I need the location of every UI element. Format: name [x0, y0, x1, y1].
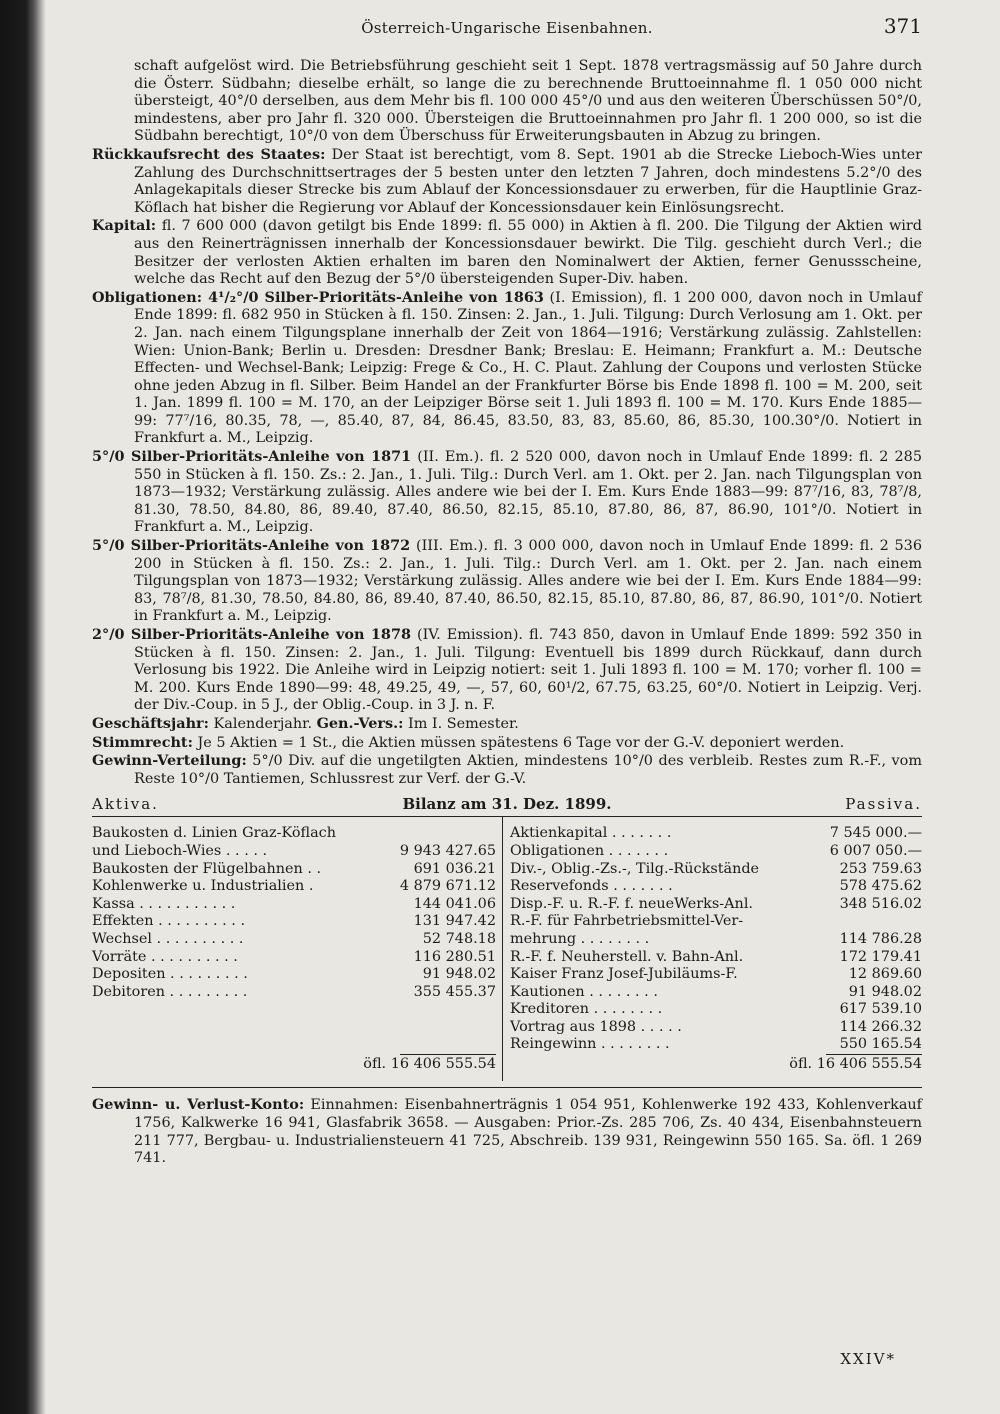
passiva-value: 172 179.41	[839, 948, 922, 965]
aktiva-label: Kassa . . . . . . . . . . .	[92, 895, 236, 912]
section-kapital	[92, 217, 922, 288]
aktiva-total-row	[92, 1054, 496, 1074]
section-text: (IV. Emission). fl. 743 850, davon in Umlauf Ende 1899: 592 350 in Stücken à fl. 150. Zinsen: 2. Jan., 1. Juli. Tilgung: Eventuell bis 1899 durch Rückkauf, dann durch Verlosung bis 1922. Die Anleihe wird in Leipzig notiert: seit 1. Juli 1893 fl. 100 = M. 170; vorher fl. 100 = M. 200. Kurs Ende 1890—99: 48, 49.25, 49, —, 57, 60, 60¹/2, 67.75, 63.25, 60°/0. Notiert in Leipzig. Verj. der Div.-Coup. in 5 J., der Oblig.-Coup. in 3 J. n. F.	[134, 627, 922, 714]
signature-mark: XXIV*	[840, 1350, 896, 1368]
passiva-column	[510, 825, 922, 1074]
section-label: 2°/0 Silber-Prioritäts-Anleihe von 1878	[92, 626, 411, 643]
passiva-label: Vortrag aus 1898 . . . . .	[510, 1018, 682, 1035]
passiva-label: Reingewinn . . . . . . . .	[510, 1036, 670, 1053]
book-binding-edge	[0, 0, 46, 1414]
passiva-label: Aktienkapital . . . . . . .	[510, 825, 672, 842]
page-number: 371	[883, 14, 922, 38]
passiva-value: 114 786.28	[839, 930, 922, 947]
section-label: Geschäftsjahr:	[92, 714, 209, 732]
passiva-label: Kreditoren . . . . . . . .	[510, 1001, 663, 1018]
passiva-total-row	[510, 1054, 922, 1074]
intro-paragraph: schaft aufgelöst wird. Die Betriebsführung geschieht seit 1 Sept. 1878 vertragsmässig auf 50 Jahre durch die Österr. Südbahn; dieselbe erhält, so lange die zu berechnende Bruttoeinnahme fl. 1 050 000 nicht übersteigt, 40°/0 derselben, aus dem Mehr bis fl. 100 000 45°/0 und aus den weiteren Überschüssen 50°/0, mindestens, aber pro Jahr fl. 320 000. Übersteigen die Bruttoeinnahmen pro Jahr fl. 1 200 000, so ist die Südbahn berechtigt, 10°/0 von dem Überschuss für Erweiterungsbauten in Abzug zu bringen.	[134, 58, 922, 145]
aktiva-row	[92, 878, 496, 896]
section-rueckkaufsrecht	[92, 146, 922, 217]
aktiva-row	[92, 896, 496, 914]
section-label: Stimmrecht:	[92, 733, 193, 751]
passiva-label: Reservefonds . . . . . . .	[510, 878, 673, 895]
aktiva-value: 4 879 671.12	[399, 878, 496, 895]
passiva-label: Disp.-F. u. R.-F. f. neueWerks-Anl.	[510, 895, 753, 912]
aktiva-value: 355 455.37	[413, 983, 496, 1000]
aktiva-value: 116 280.51	[413, 948, 496, 965]
section-anleihe-1871	[92, 448, 922, 537]
balance-table	[92, 825, 922, 1088]
passiva-value: 348 516.02	[839, 895, 922, 912]
balance-header	[92, 794, 922, 817]
section-gewinn-verteilung	[92, 752, 922, 788]
section-label-2: Gen.-Vers.:	[316, 714, 404, 732]
section-text: 5°/0 Div. auf die ungetilgten Aktien, mindestens 10°/0 des verbleib. Restes zum R.-F., vom Reste 10°/0 Tantiemen, Schlussrest zur Verf. der G.-V.	[134, 753, 922, 787]
section-label: Gewinn- u. Verlust-Konto:	[92, 1096, 305, 1114]
passiva-value: 91 948.02	[848, 983, 922, 1000]
page-header	[92, 14, 922, 44]
section-label: Kapital:	[92, 217, 157, 235]
section-text: Der Staat ist berechtigt, vom 8. Sept. 1901 ab die Strecke Lieboch-Wies unter Zahlung des Durchschnittsertrages der 5 besten unter den letzten 7 Jahren, doch mindestens 5.2°/0 des Anlagekapitals dieser Strecke bis zum Ablauf der Koncessionsdauer zu erwerben, für die Hauptlinie Graz-Köflach hat bisher die Regierung vor Ablauf der Koncessionsdauer kein Einlösungsrecht.	[134, 146, 922, 216]
passiva-row	[510, 949, 922, 967]
aktiva-label: Effekten . . . . . . . . . .	[92, 913, 246, 930]
section-text: Je 5 Aktien = 1 St., die Aktien müssen spätestens 6 Tage vor der G.-V. deponiert werden.	[192, 734, 845, 751]
passiva-row	[510, 1019, 922, 1037]
aktiva-value: 52 748.18	[422, 930, 496, 947]
passiva-label: Kautionen . . . . . . . .	[510, 983, 658, 1000]
aktiva-spacer	[92, 1019, 496, 1037]
passiva-value: 578 475.62	[839, 878, 922, 895]
aktiva-value: 144 041.06	[413, 895, 496, 912]
passiva-label: mehrung . . . . . . . .	[510, 930, 650, 947]
passiva-row	[510, 1036, 922, 1054]
passiva-label: Obligationen . . . . . . .	[510, 842, 669, 859]
aktiva-heading: Aktiva.	[92, 794, 159, 813]
passiva-row	[510, 896, 922, 914]
passiva-row	[510, 1001, 922, 1019]
section-text: (II. Em.). fl. 2 520 000, davon noch in Umlauf Ende 1899: fl. 2 285 550 in Stücken à fl. 150. Zs.: 2. Jan., 1. Juli. Tilg.: Durch Verl. am 1. Okt. per 2. Jan. nach Tilgungsplan von 1873—1932; Verstärkung zulässig. Alles andere wie bei der I. Em. Kurs Ende 1883—99: 87⁷/16, 83, 78⁷/8, 81.30, 78.50, 84.80, 86, 89.40, 87.40, 86.50, 82.15, 85.10, 87.80, 86, 87, 86.90, 101°/0. Notiert in Frankfurt a. M., Leipzig.	[134, 449, 922, 536]
passiva-label: R.-F. f. Neuherstell. v. Bahn-Anl.	[510, 948, 744, 965]
gewinn-verlust-konto	[92, 1096, 922, 1167]
aktiva-value: 91 948.02	[422, 966, 496, 983]
aktiva-row	[92, 861, 496, 879]
aktiva-label: Baukosten d. Linien Graz-Köflach	[92, 825, 337, 842]
passiva-value: 550 165.54	[839, 1036, 922, 1053]
passiva-value: 6 007 050.—	[829, 842, 922, 859]
aktiva-row	[92, 984, 496, 1002]
balance-title: Bilanz am 31. Dez. 1899.	[402, 794, 612, 813]
section-label: Obligationen: 4¹/₂°/0 Silber-Prioritäts-Anleihe von 1863	[92, 288, 544, 306]
aktiva-row	[92, 949, 496, 967]
aktiva-label: Vorräte . . . . . . . . . .	[92, 948, 238, 965]
section-text: Einnahmen: Eisenbahnerträgnis 1 054 951, Kohlenwerke 192 433, Kohlenverkauf 1756, Kalkwerke 16 941, Glasfabrik 3658. — Ausgaben: Prior.-Zs. 285 706, Zs. 40 434, Eisenbahnsteuern 211 777, Bergbau- u. Industrialiensteuern 41 725, Abschreib. 139 931, Reingewinn 550 165. Sa. öfl. 1 269 741.	[134, 1097, 923, 1167]
section-label: Gewinn-Verteilung:	[92, 752, 247, 770]
aktiva-label: Baukosten der Flügelbahnen . .	[92, 860, 322, 877]
running-title: Österreich-Ungarische Eisenbahnen.	[361, 19, 653, 37]
aktiva-row	[92, 931, 496, 949]
section-text: Kalenderjahr.	[208, 715, 317, 732]
section-geschaeftsjahr	[92, 715, 922, 734]
document-page	[92, 14, 923, 1168]
passiva-label: R.-F. für Fahrbetriebsmittel-Ver-	[510, 913, 744, 930]
aktiva-row	[92, 913, 496, 931]
aktiva-row	[92, 966, 496, 984]
aktiva-value: 9 943 427.65	[399, 842, 496, 859]
passiva-row	[510, 966, 922, 984]
aktiva-label: Debitoren . . . . . . . . .	[92, 983, 248, 1000]
aktiva-label: Depositen . . . . . . . . .	[92, 966, 248, 983]
section-text: (I. Emission), fl. 1 200 000, davon noch in Umlauf Ende 1899: fl. 682 950 in Stücken à fl. 150. Zinsen: 2. Jan., 1. Juli. Tilgung: Durch Verlosung am 1. Okt. per 2. Jan. nach einem Tilgungsplane innerhalb der Zeit von 1864—1916; Verstärkung zulässig. Zahlstellen: Wien: Union-Bank; Berlin u. Dresden: Dresdner Bank; Breslau: E. Heimann; Frankfurt a. M.: Deutsche Effecten- und Wechsel-Bank; Leipzig: Frege & Co., H. C. Plaut. Zahlung der Coupons und verlosten Stücke ohne jeden Abzug in fl. Silber. Beim Handel an der Frankfurter Börse bis Ende 1898 fl. 100 = M. 200, seit 1. Jan. 1899 fl. 100 = M. 170, an der Leipziger Börse seit 1. Juli 1893 fl. 100 = M. 170. Kurs Ende 1885—99: 77⁷/16, 80.35, 78, —, 85.40, 87, 84, 86.45, 83.50, 83, 83, 85.60, 86, 85.30, 100.30°/0. Notiert in Frankfurt a. M., Leipzig.	[134, 289, 922, 447]
passiva-total-rule	[826, 1054, 922, 1055]
section-text: (III. Em.). fl. 3 000 000, davon noch in Umlauf Ende 1899: fl. 2 536 200 in Stücken à fl. 150. Zs.: 2. Jan., 1. Juli. Tilg.: Durch Verl. am 1. Okt. per 2. Jan. nach einem Tilgungsplan von 1873—1932; Verstärkung zulässig. Alles andere wie bei der I. Em. Kurs Ende 1884—99: 83, 78⁷/8, 81.30, 78.50, 84.80, 86, 89.40, 87.40, 86.50, 82.15, 85.10, 87.80, 86, 87, 86.90, 101°/0. Notiert in Frankfurt a. M., Leipzig.	[134, 538, 922, 625]
passiva-row	[510, 984, 922, 1002]
aktiva-spacer	[92, 1036, 496, 1054]
passiva-row	[510, 931, 922, 949]
aktiva-column	[92, 825, 496, 1074]
passiva-value: 12 869.60	[848, 966, 922, 983]
section-obligationen-1863	[92, 289, 922, 448]
aktiva-label: und Lieboch-Wies . . . . .	[92, 842, 268, 859]
passiva-label: Kaiser Franz Josef-Jubiläums-F.	[510, 966, 738, 983]
section-anleihe-1878	[92, 626, 922, 715]
passiva-label: Div.-, Oblig.-Zs.-, Tilg.-Rückstände	[510, 860, 760, 877]
aktiva-total: öfl. 16 406 555.54	[363, 1056, 496, 1073]
section-label: 5°/0 Silber-Prioritäts-Anleihe von 1872	[92, 537, 411, 555]
passiva-value: 7 545 000.—	[829, 825, 922, 842]
aktiva-row	[92, 825, 496, 843]
aktiva-spacer	[92, 1001, 496, 1019]
aktiva-value: 131 947.42	[413, 913, 496, 930]
aktiva-row	[92, 843, 496, 861]
section-label: 5°/0 Silber-Prioritäts-Anleihe von 1871	[92, 448, 412, 466]
passiva-value: 253 759.63	[839, 860, 922, 877]
section-text: fl. 7 600 000 (davon getilgt bis Ende 1899: fl. 55 000) in Aktien à fl. 200. Die Tilgung der Aktien wird aus den Reinerträgnissen innerhalb der Koncessionsdauer bewirkt. Die Tilg. geschieht durch Verl.; die Besitzer der verlosten Aktien erhalten im baren den Nominalwert der Aktien, ferner Genussscheine, welche das Recht auf den Bezug der 5°/0 übersteigenden Super-Div. haben.	[134, 218, 922, 288]
passiva-row	[510, 878, 922, 896]
section-stimmrecht	[92, 734, 922, 753]
passiva-value: 114 266.32	[839, 1018, 922, 1035]
passiva-value: 617 539.10	[839, 1001, 922, 1018]
sections	[92, 146, 922, 788]
passiva-row	[510, 825, 922, 843]
balance-column-divider	[502, 817, 503, 1081]
passiva-total: öfl. 16 406 555.54	[789, 1056, 922, 1073]
section-anleihe-1872	[92, 537, 922, 626]
passiva-row	[510, 913, 922, 931]
aktiva-label: Kohlenwerke u. Industrialien .	[92, 878, 314, 895]
aktiva-total-rule	[400, 1054, 496, 1055]
section-text-2: Im I. Semester.	[403, 715, 519, 732]
passiva-row	[510, 861, 922, 879]
passiva-heading: Passiva.	[845, 794, 922, 813]
aktiva-label: Wechsel . . . . . . . . . .	[92, 930, 244, 947]
passiva-row	[510, 843, 922, 861]
aktiva-value: 691 036.21	[413, 860, 496, 877]
section-label: Rückkaufsrecht des Staates:	[92, 145, 326, 163]
